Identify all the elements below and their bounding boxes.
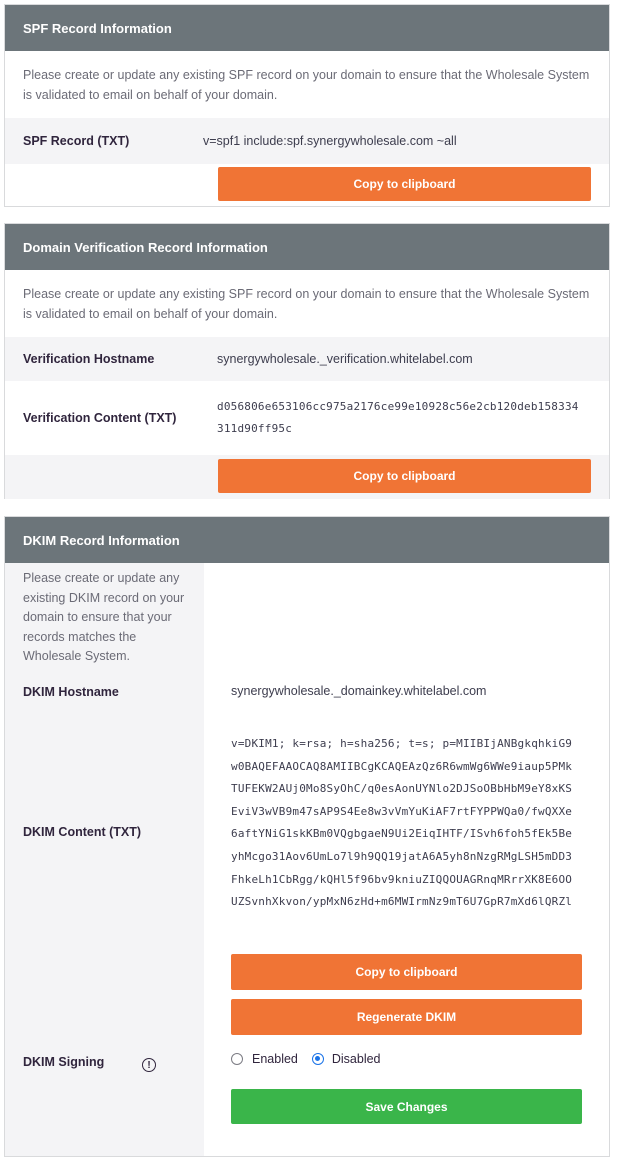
regenerate-dkim-button[interactable]: Regenerate DKIM xyxy=(231,999,582,1035)
dkim-intro-text: Please create or update any existing DKIM record on your domain to ensure that your records matches the Wholesale System. xyxy=(23,571,185,664)
verification-copy-button[interactable]: Copy to clipboard xyxy=(218,459,591,493)
spf-copy-button[interactable]: Copy to clipboard xyxy=(218,167,591,201)
verification-content-line: 311d90ff95c xyxy=(217,422,293,435)
dkim-content-line: 6aftYNiG1skKBm0VQgbgaeN9Ui2EiqIHTF/ISvh6foh5fEk5Be xyxy=(231,827,573,841)
dkim-content-line: v=DKIM1; k=rsa; h=sha256; t=s; p=MIIBIjANBgkqhkiG9 xyxy=(231,737,573,750)
save-changes-button[interactable]: Save Changes xyxy=(231,1089,582,1124)
enabled-radio[interactable] xyxy=(231,1053,243,1065)
verification-intro-text: Please create or update any existing SPF record on your domain to ensure that the Wholesale System is validated to email on behalf of your domain. xyxy=(23,287,590,321)
verification-content-line: d056806e653106cc975a2176ce99e10928c56e2cb120deb158334 xyxy=(217,400,579,413)
verification-content-value[interactable] xyxy=(217,396,579,440)
verification-panel-title: Domain Verification Record Information xyxy=(5,224,609,270)
spf-panel xyxy=(4,4,610,207)
verification-hostname-row xyxy=(5,337,609,381)
dkim-content-line: UZSvnhXkvon/ypMxN6zHd+m6MWIrmNz9mT6U7GpR7mXd6lQRZl xyxy=(231,895,573,909)
spf-record-label: SPF Record (TXT) xyxy=(23,134,130,148)
disabled-radio[interactable] xyxy=(312,1053,324,1065)
spf-panel-title: SPF Record Information xyxy=(5,5,609,51)
spf-record-value[interactable]: v=spf1 include:spf.synergywholesale.com ~all xyxy=(203,134,457,148)
dkim-content-line: FhkeLh1CbRgg/kQHl5f96bv9kniuZIQQOUAGRnqMRrrXK8E6OO xyxy=(231,872,573,886)
info-icon[interactable]: ! xyxy=(142,1058,156,1072)
dkim-hostname-label: DKIM Hostname xyxy=(23,685,119,699)
dkim-panel-title: DKIM Record Information xyxy=(5,517,609,563)
verification-content-label: Verification Content (TXT) xyxy=(23,411,177,425)
dkim-copy-button[interactable]: Copy to clipboard xyxy=(231,954,582,990)
dkim-content-line: TUFEKW2AUj0Mo8SyOhC/q0esAonUYNlo2DJSoOBbHbM9eY8xKS xyxy=(231,782,573,796)
dkim-content-line: yhMcgo31Aov6UmLo7l9h9QQ19jatA6A5yh8nNzgRMgLSH5mDD3 xyxy=(231,849,573,863)
dkim-panel xyxy=(4,516,610,1157)
disabled-radio-label[interactable]: Disabled xyxy=(331,1052,381,1066)
dkim-content-label: DKIM Content (TXT) xyxy=(23,825,142,839)
dkim-signing-label: DKIM Signing xyxy=(23,1055,105,1069)
spf-record-row xyxy=(5,118,609,164)
verification-hostname-label: Verification Hostname xyxy=(23,352,155,366)
enabled-radio-label[interactable]: Enabled xyxy=(252,1052,298,1066)
dkim-content-line: w0BAQEFAAOCAQ8AMIIBCgKCAQEAzQz6R6wmWg6WWe9iaup5PMk xyxy=(231,759,573,773)
dkim-hostname-value[interactable]: synergywholesale._domainkey.whitelabel.com xyxy=(231,684,487,698)
dkim-signing-options xyxy=(231,1052,381,1066)
verification-hostname-value[interactable]: synergywholesale._verification.whitelabel.com xyxy=(217,352,473,366)
dkim-content-line: EviV3wVB9m47sAP9S4Ee8w3vVmYuKiAF7rtFYPPWQa0/fwQXXe xyxy=(231,804,573,818)
spf-intro-text: Please create or update any existing SPF record on your domain to ensure that the Wholesale System is validated to email on behalf of your domain. xyxy=(23,68,590,102)
verification-panel xyxy=(4,223,610,499)
dkim-content-value[interactable] xyxy=(231,733,572,914)
verification-content-row xyxy=(5,381,609,455)
